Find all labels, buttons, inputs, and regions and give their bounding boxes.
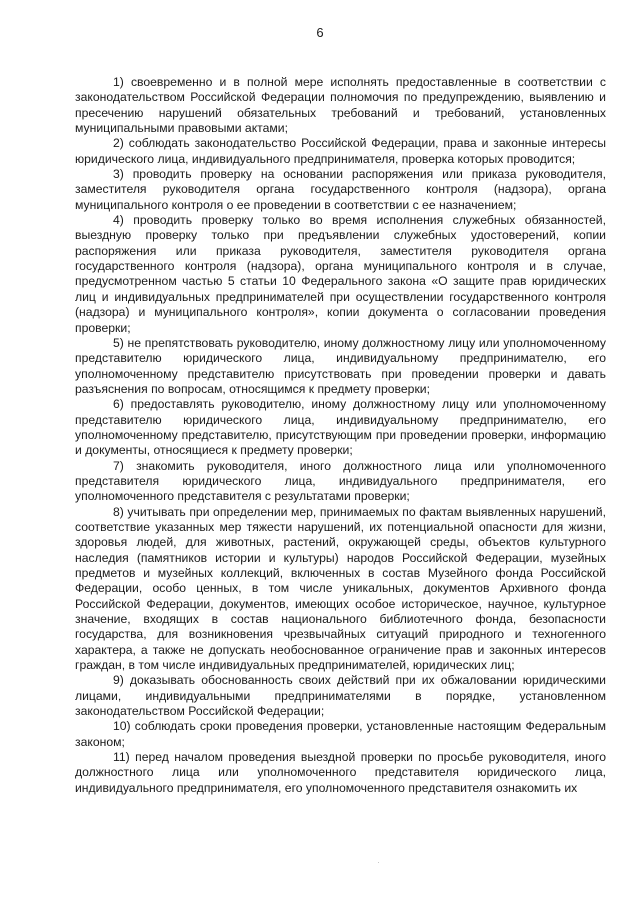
paragraph-item-7: 7) знакомить руководителя, иного должностного лица или уполномоченного представителя юридического лица, индивидуального предпринимателя, его уполномоченного представителя с результатами проверки; — [75, 458, 606, 504]
paragraph-item-9: 9) доказывать обоснованность своих действий при их обжаловании юридическими лицами, индивидуальными предпринимателями в порядке, установленном законодательством Российской Федерации; — [75, 673, 606, 719]
paragraph-item-8: 8) учитывать при определении мер, принимаемых по фактам выявленных нарушений, соответствие указанных мер тяжести нарушений, их потенциальной опасности для жизни, здоровья людей, для животных, растений, окружающей среды, объектов культурного наследия (памятников истории и культуры) народов Российской Федерации, музейных предметов и музейных коллекций, включенных в состав Музейного фонда Российской Федерации, особо ценных, в том числе уникальных, документов Архивного фонда Российской Федерации, документов, имеющих особое историческое, научное, культурное значение, входящих в состав национального библиотечного фонда, безопасности государства, для возникновения чрезвычайных ситуаций природного и техногенного характера, а также не допускать необоснованное ограничение прав и законных интересов граждан, в том числе индивидуальных предпринимателей, юридических лиц; — [75, 504, 606, 673]
paragraph-item-4: 4) проводить проверку только во время исполнения служебных обязанностей, выездную проверку только при предъявлении служебных удостоверений, копии распоряжения или приказа руководителя, заместителя руководителя органа государственного контроля (надзора), органа муниципального контроля и в случае, предусмотренном частью 5 статьи 10 Федерального закона «О защите прав юридических лиц и индивидуальных предпринимателей при осуществлении государственного контроля (надзора) и муниципального контроля», копии документа о согласовании проведения проверки; — [75, 213, 606, 335]
paragraph-item-1: 1) своевременно и в полной мере исполнять предоставленные в соответствии с законодательством Российской Федерации полномочия по предупреждению, выявлению и пресечению нарушений обязательных требований и требований, установленных муниципальными правовыми актами; — [75, 75, 606, 136]
paragraph-item-10: 10) соблюдать сроки проведения проверки, установленные настоящим Федеральным законом; — [75, 719, 606, 749]
document-body — [75, 75, 606, 796]
paragraph-item-11: 11) перед началом проведения выездной проверки по просьбе руководителя, иного должностного лица или уполномоченного представителя юридического лица, индивидуального предпринимателя, его уполномоченного представителя ознакомить их — [75, 750, 606, 795]
paragraph-item-3: 3) проводить проверку на основании распоряжения или приказа руководителя, заместителя руководителя органа государственного контроля (надзора), органа муниципального контроля о ее проведении в соответствии с ее назначением; — [75, 167, 606, 212]
paragraph-item-6: 6) предоставлять руководителю, иному должностному лицу или уполномоченному представителю юридического лица, индивидуальному предпринимателю, его уполномоченному представителю, присутствующим при проведении проверки, информацию и документы, относящиеся к предмету проверки; — [75, 397, 606, 458]
paragraph-item-2: 2) соблюдать законодательство Российской Федерации, права и законные интересы юридического лица, индивидуального предпринимателя, проверка которых проводится; — [75, 136, 606, 166]
scan-speck — [378, 862, 379, 863]
page-number: 6 — [316, 25, 324, 40]
paragraph-item-5: 5) не препятствовать руководителю, иному должностному лицу или уполномоченному представителю юридического лица, индивидуальному предпринимателю, его уполномоченному представителю присутствовать при проведении проверки и давать разъяснения по вопросам, относящимся к предмету проверки; — [75, 335, 606, 396]
